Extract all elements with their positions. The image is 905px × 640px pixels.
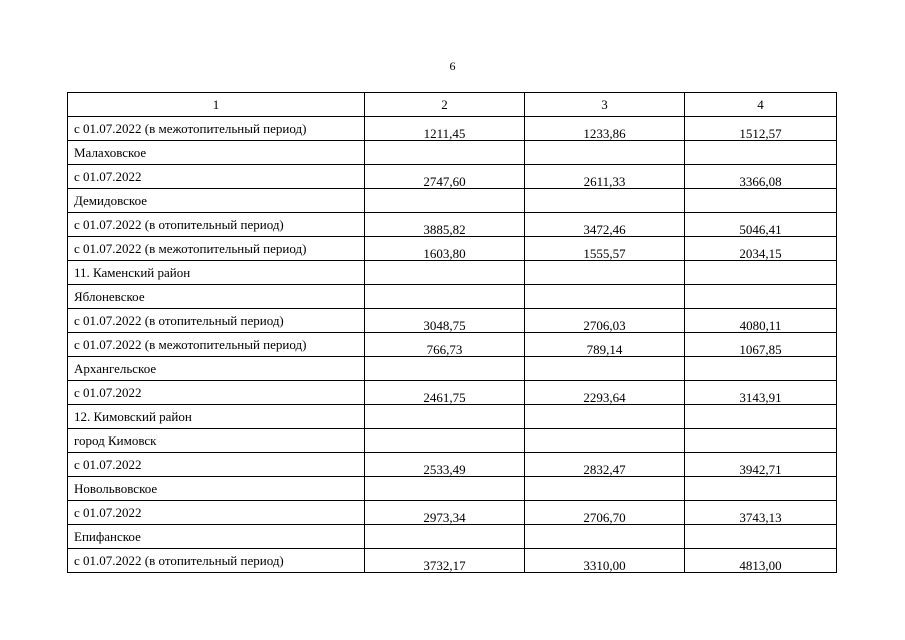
value-text: 2747,60 [423, 174, 466, 189]
value-cell-col-3 [525, 525, 685, 549]
value-cell-col-2 [365, 501, 525, 525]
row-label-cell: с 01.07.2022 [68, 381, 365, 405]
row-label-cell: с 01.07.2022 [68, 165, 365, 189]
row-label-cell: с 01.07.2022 [68, 453, 365, 477]
value-cell-col-3 [525, 285, 685, 309]
row-label-cell: с 01.07.2022 (в межотопительный период) [68, 333, 365, 357]
row-label-cell: Малаховское [68, 141, 365, 165]
table-row [68, 405, 837, 429]
row-label-cell: Архангельское [68, 357, 365, 381]
value-cell-col-4 [685, 381, 837, 405]
table-row [68, 453, 837, 477]
value-cell-col-3 [525, 189, 685, 213]
value-cell-col-4 [685, 429, 837, 453]
table-row [68, 333, 837, 357]
value-text: 2706,03 [583, 318, 626, 333]
value-cell-col-3 [525, 309, 685, 333]
row-label-cell: Епифанское [68, 525, 365, 549]
table-row [68, 261, 837, 285]
table-row [68, 525, 837, 549]
value-cell-col-2 [365, 213, 525, 237]
value-text: 1211,45 [423, 126, 466, 141]
value-cell-col-4 [685, 141, 837, 165]
header-cell-2: 2 [365, 93, 525, 117]
value-text: 4080,11 [739, 318, 782, 333]
value-text: 2832,47 [583, 462, 626, 477]
row-label-cell: с 01.07.2022 (в отопительный период) [68, 549, 365, 573]
table-row [68, 309, 837, 333]
value-cell-col-2 [365, 285, 525, 309]
value-cell-col-4 [685, 357, 837, 381]
table-row [68, 549, 837, 573]
value-text: 3048,75 [423, 318, 466, 333]
value-text: 3310,00 [583, 558, 626, 573]
value-cell-col-4 [685, 189, 837, 213]
table-row [68, 189, 837, 213]
table-row [68, 381, 837, 405]
value-cell-col-4 [685, 453, 837, 477]
value-text: 3143,91 [739, 390, 782, 405]
value-cell-col-3 [525, 141, 685, 165]
value-text: 5046,41 [739, 222, 782, 237]
row-label-cell: с 01.07.2022 (в межотопительный период) [68, 237, 365, 261]
value-text: 3885,82 [423, 222, 466, 237]
row-label-cell: с 01.07.2022 (в отопительный период) [68, 213, 365, 237]
value-cell-col-4 [685, 117, 837, 141]
value-cell-col-3 [525, 237, 685, 261]
value-cell-col-3 [525, 477, 685, 501]
value-text: 2293,64 [583, 390, 626, 405]
value-cell-col-3 [525, 333, 685, 357]
value-text: 2706,70 [583, 510, 626, 525]
value-cell-col-3 [525, 405, 685, 429]
value-cell-col-2 [365, 453, 525, 477]
value-cell-col-3 [525, 381, 685, 405]
value-cell-col-4 [685, 237, 837, 261]
value-text: 3366,08 [739, 174, 782, 189]
value-text: 2034,15 [739, 246, 782, 261]
value-cell-col-3 [525, 501, 685, 525]
value-text: 3472,46 [583, 222, 626, 237]
value-text: 766,73 [426, 342, 463, 357]
value-text: 2461,75 [423, 390, 466, 405]
row-label-cell: город Кимовск [68, 429, 365, 453]
value-cell-col-2 [365, 117, 525, 141]
value-text: 1603,80 [423, 246, 466, 261]
value-cell-col-4 [685, 405, 837, 429]
value-cell-col-3 [525, 117, 685, 141]
row-label-cell: 11. Каменский район [68, 261, 365, 285]
value-cell-col-4 [685, 333, 837, 357]
table-row [68, 357, 837, 381]
value-cell-col-2 [365, 357, 525, 381]
table-row [68, 285, 837, 309]
value-cell-col-3 [525, 549, 685, 573]
value-text: 789,14 [586, 342, 623, 357]
row-label-cell: Демидовское [68, 189, 365, 213]
value-text: 1512,57 [739, 126, 782, 141]
value-cell-col-3 [525, 429, 685, 453]
value-cell-col-2 [365, 429, 525, 453]
value-cell-col-4 [685, 525, 837, 549]
table-header-row [68, 93, 837, 117]
value-cell-col-4 [685, 213, 837, 237]
table-row [68, 477, 837, 501]
table-row [68, 237, 837, 261]
value-cell-col-4 [685, 285, 837, 309]
table-row [68, 117, 837, 141]
value-cell-col-3 [525, 213, 685, 237]
table-row [68, 213, 837, 237]
row-label-cell: 12. Кимовский район [68, 405, 365, 429]
value-cell-col-2 [365, 189, 525, 213]
value-text: 3732,17 [423, 558, 466, 573]
value-cell-col-3 [525, 357, 685, 381]
value-cell-col-3 [525, 453, 685, 477]
value-cell-col-2 [365, 525, 525, 549]
value-cell-col-2 [365, 141, 525, 165]
value-cell-col-3 [525, 261, 685, 285]
row-label-cell: с 01.07.2022 (в отопительный период) [68, 309, 365, 333]
value-cell-col-2 [365, 405, 525, 429]
value-cell-col-4 [685, 309, 837, 333]
value-cell-col-2 [365, 237, 525, 261]
value-text: 3743,13 [739, 510, 782, 525]
value-cell-col-2 [365, 477, 525, 501]
value-cell-col-2 [365, 309, 525, 333]
value-text: 3942,71 [739, 462, 782, 477]
page-number: 6 [449, 59, 456, 73]
value-text: 2973,34 [423, 510, 466, 525]
row-label-cell: с 01.07.2022 [68, 501, 365, 525]
value-cell-col-2 [365, 261, 525, 285]
table-body [68, 93, 837, 573]
tariff-table [67, 92, 837, 573]
value-cell-col-4 [685, 477, 837, 501]
header-cell-4: 4 [685, 93, 837, 117]
value-text: 4813,00 [739, 558, 782, 573]
header-cell-1: 1 [68, 93, 365, 117]
row-label-cell: Яблоневское [68, 285, 365, 309]
value-cell-col-2 [365, 333, 525, 357]
row-label-cell: Новольвовское [68, 477, 365, 501]
value-cell-col-2 [365, 381, 525, 405]
value-text: 1555,57 [583, 246, 626, 261]
value-cell-col-4 [685, 549, 837, 573]
table-row [68, 165, 837, 189]
value-text: 1067,85 [739, 342, 782, 357]
value-text: 1233,86 [583, 126, 626, 141]
value-cell-col-4 [685, 261, 837, 285]
table-row [68, 429, 837, 453]
row-label-cell: с 01.07.2022 (в межотопительный период) [68, 117, 365, 141]
header-cell-3: 3 [525, 93, 685, 117]
value-cell-col-2 [365, 165, 525, 189]
value-cell-col-3 [525, 165, 685, 189]
table-row [68, 141, 837, 165]
table-row [68, 501, 837, 525]
value-cell-col-4 [685, 501, 837, 525]
value-text: 2533,49 [423, 462, 466, 477]
value-cell-col-4 [685, 165, 837, 189]
value-text: 2611,33 [583, 174, 626, 189]
value-cell-col-2 [365, 549, 525, 573]
